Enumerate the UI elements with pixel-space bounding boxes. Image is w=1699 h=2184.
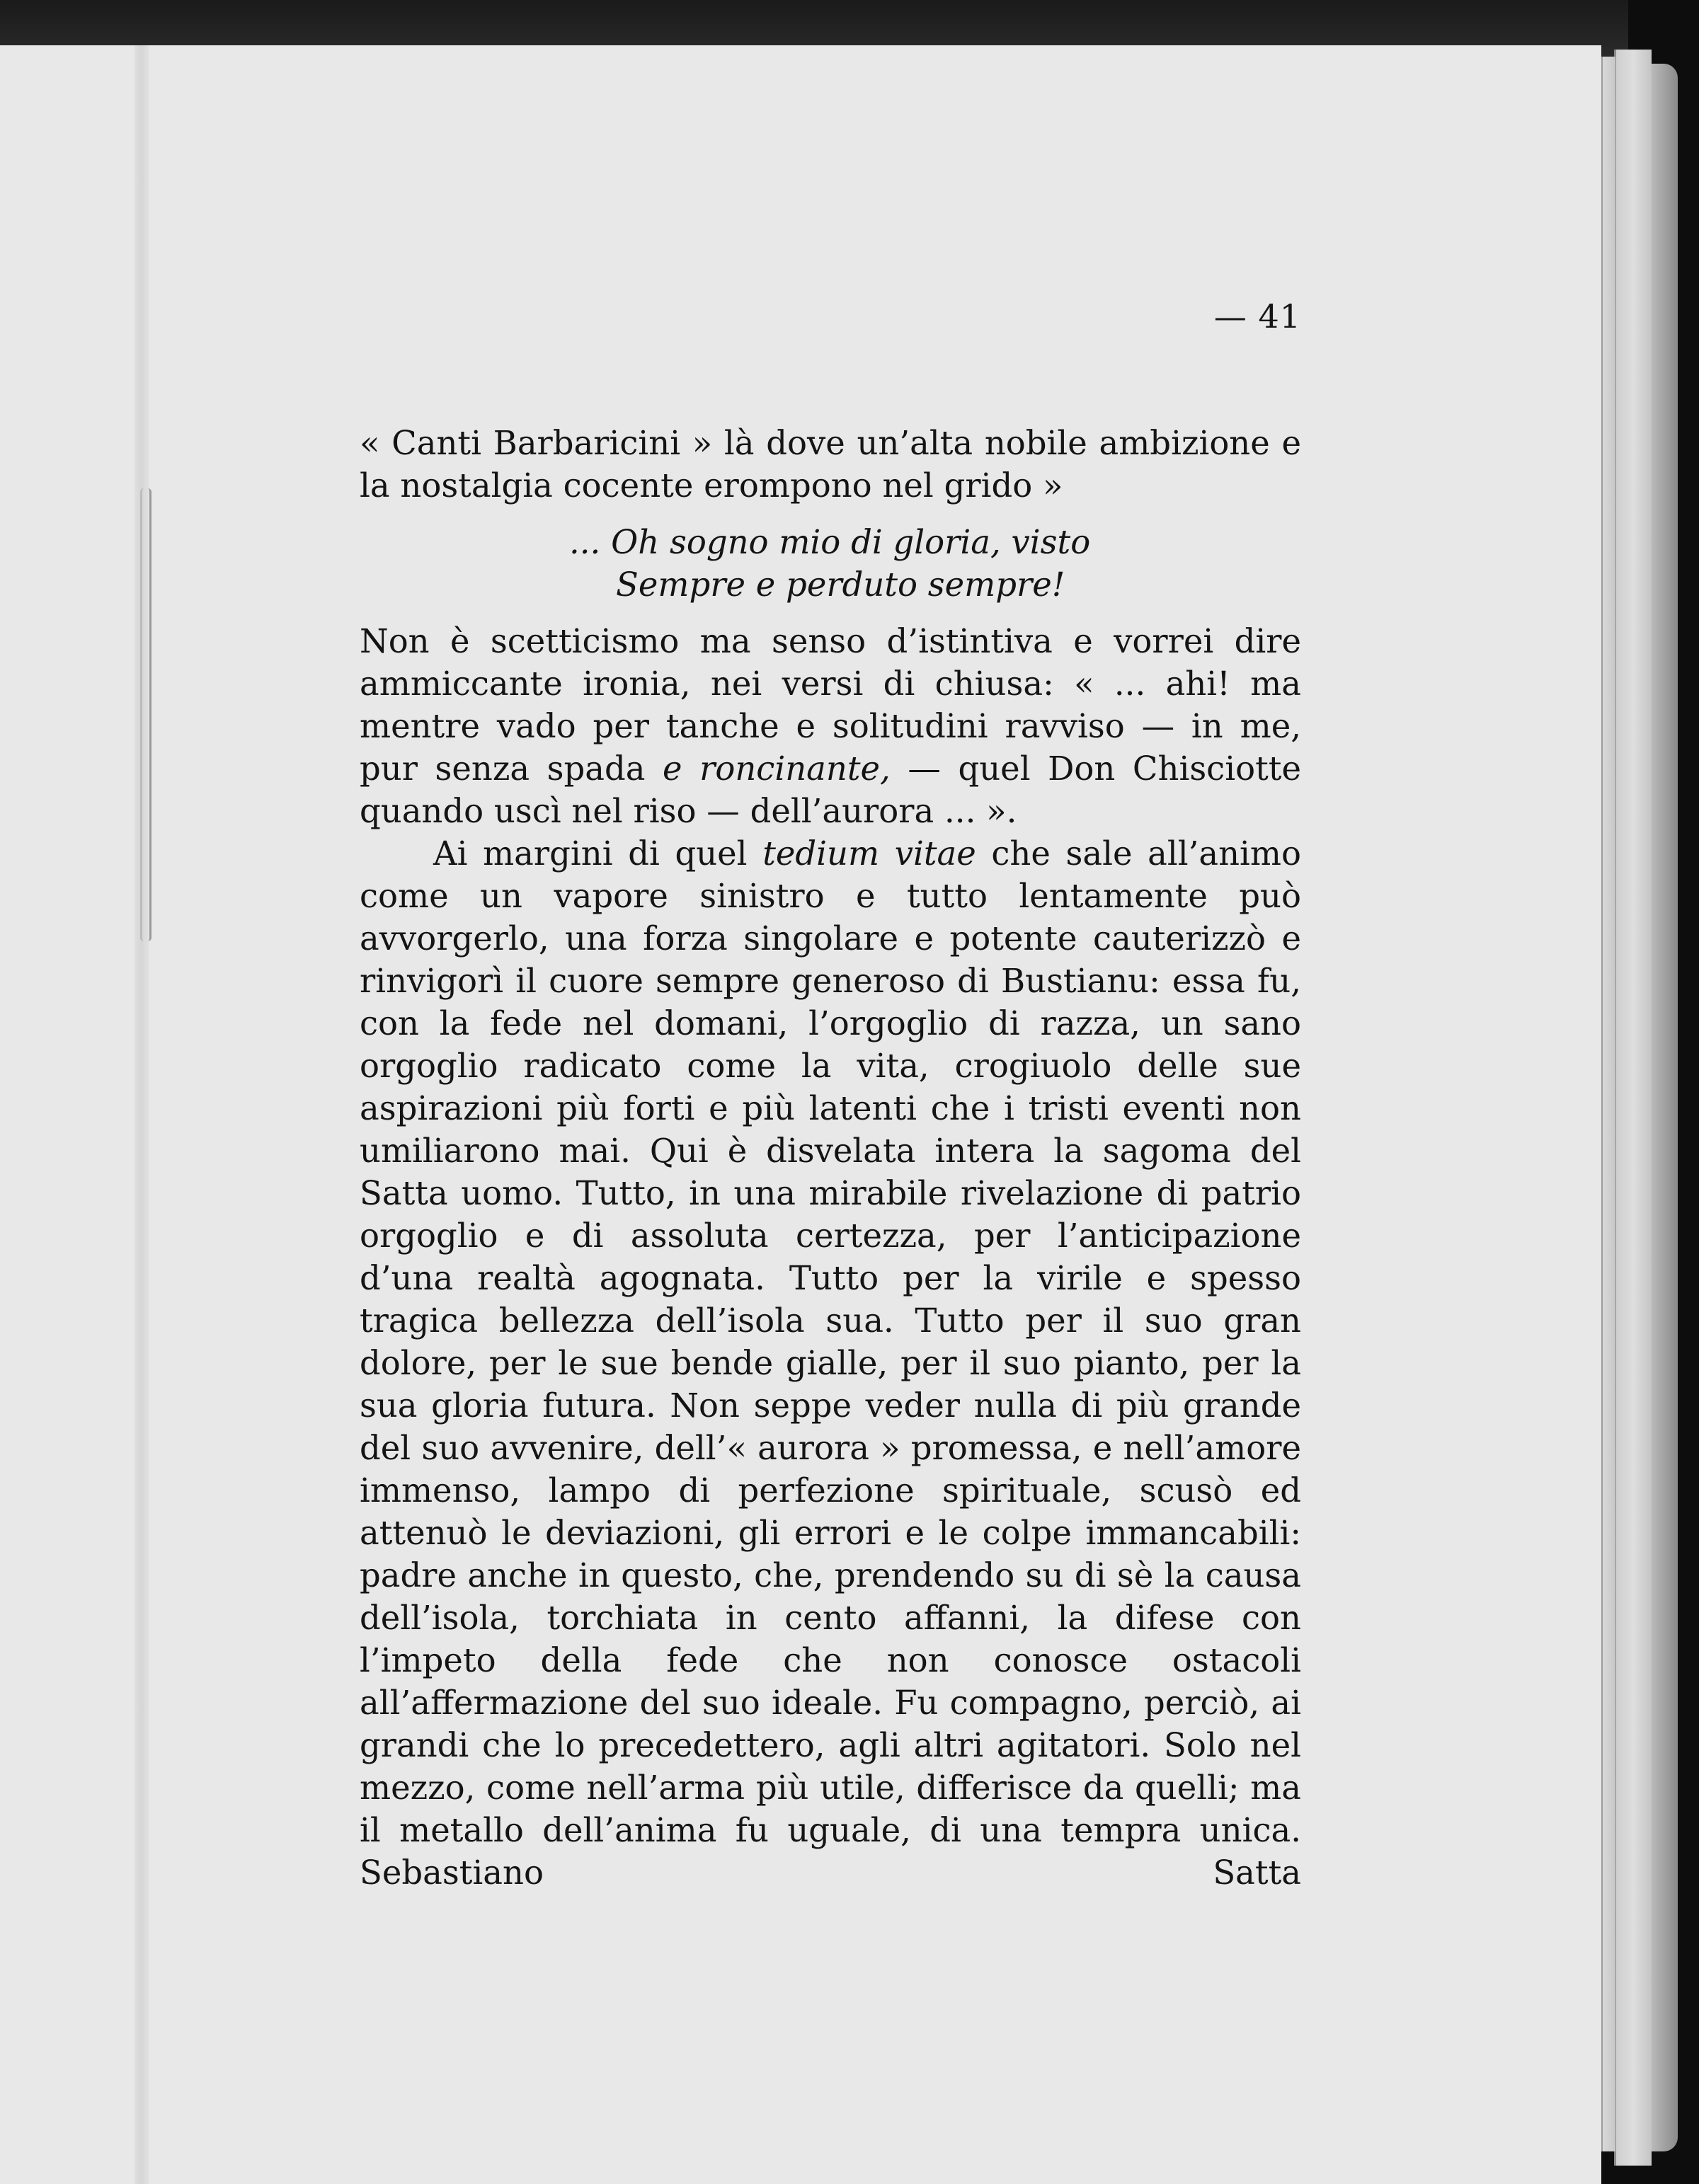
paragraph-2-text-a: Ai margini di quel	[433, 834, 763, 873]
lead-paragraph: « Canti Barbaricini » là dove un’alta nobile ambizione e la nostalgia cocente erompono nel grido »	[360, 424, 1301, 505]
verse-quote	[360, 521, 1301, 606]
verse-line-2: Sempre e perduto sempre!	[616, 565, 1065, 604]
paragraph-1-text-a: Non è scetticismo ma senso d’istintiva e vorrei dire ammiccante ironia, nei versi di chiusa: « ... ahi! ma mentre vado per tanche e solitudini ravviso — in me, pur senza spada	[360, 622, 1301, 788]
page-number: — 41	[1213, 297, 1301, 335]
binding-thread	[140, 488, 151, 941]
page-edge-back	[1649, 64, 1678, 2151]
page-edge-front	[1601, 57, 1615, 2151]
paragraph-2	[360, 832, 1301, 1894]
page-gutter	[135, 45, 149, 2184]
verse-line-1: ... Oh sogno mio di gloria, visto	[569, 523, 1091, 561]
paragraph-1-text-b: — quel Don Chisciotte quando uscì nel riso — dell’aurora ... ».	[360, 749, 1301, 830]
page-edge-middle	[1614, 50, 1652, 2166]
paragraph-2-italic: tedium vitae	[762, 834, 976, 873]
paragraph-1-italic: e roncinante,	[663, 749, 891, 788]
paragraph-2-text-b: che sale all’animo come un vapore sinistro e tutto lentamente può avvorgerlo, una forza singolare e potente cauterizzò e rinvigorì il cuore sempre generoso di Bustianu: essa fu, con la fede nel domani, l’orgoglio di razza, un sano orgoglio radicato come la vita, crogiuolo delle sue aspirazioni più forti e più latenti che i tristi eventi non umiliarono mai. Qui è disvelata intera la sagoma del Satta uomo. Tutto, in una mirabile rivelazione di patrio orgoglio e di assoluta certezza, per l’anticipazione d’una realtà agognata. Tutto per la virile e spesso tragica bellezza dell’isola sua. Tutto per il suo gran dolore, per le sue bende gialle, per il suo pianto, per la sua gloria futura. Non seppe veder nulla di più grande del suo avvenire, dell’« aurora » promessa, e nell’amore immenso, lampo di perfezione spirituale, scusò ed attenuò le deviazioni, gli errori e le colpe immancabili: padre anche in questo, che, prendendo su di sè la causa dell’isola, torchiata in cento affanni, la difese con l’impeto della fede che non conosce ostacoli all’affermazione del suo ideale. Fu compagno, perciò, ai grandi che lo precedettero, agli altri agitatori. Solo nel mezzo, come nell’arma più utile, differisce da quelli; ma il metallo dell’anima fu uguale, di una tempra unica. Sebastiano Satta	[360, 834, 1301, 1892]
body-text	[360, 422, 1301, 1894]
paragraph-1	[360, 620, 1301, 832]
